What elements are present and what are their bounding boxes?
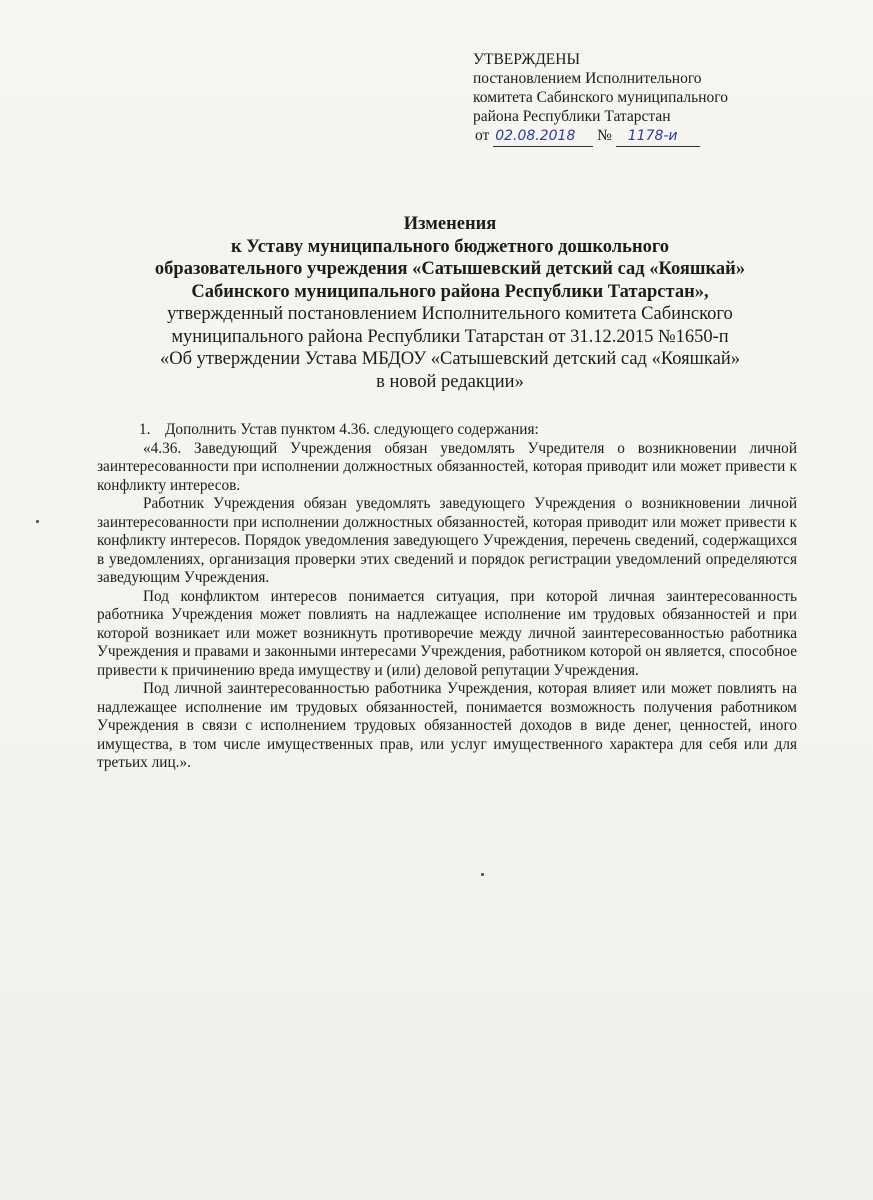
- title-line-3: Сабинского муниципального района Республики Татарстан»,: [191, 281, 709, 302]
- paragraph: «4.36. Заведующий Учреждения обязан уведомлять Учредителя о возникновении личной заинтересованности при исполнении должностных обязанностей, которая приводит или может привести к конфликту интересов.: [97, 439, 797, 494]
- paragraph: Под конфликтом интересов понимается ситуация, при которой личная заинтересованность работника Учреждения может повлиять на надлежащее исполнение им трудовых обязанностей и при которой возникает или может возникнуть противоречие между личной заинтересованностью работника Учреждения и правами и законными интересами Учреждения, работником которой он является, способное привести к причинению вреда имуществу и (или) деловой репутации Учреждения.: [97, 587, 797, 679]
- title-line-6: «Об утверждении Устава МБДОУ «Сатышевский детский сад «Кояшкай»: [160, 349, 740, 369]
- title-heading: Изменения: [403, 214, 497, 234]
- scan-speck: [481, 873, 484, 876]
- document-body: [97, 421, 797, 773]
- approval-line-3: района Республики Татарстан: [473, 108, 671, 125]
- approval-line-1: постановлением Исполнительного: [473, 70, 702, 87]
- scan-speck: [36, 520, 39, 523]
- title-line-5: муниципального района Республики Татарстан от 31.12.2015 №1650-п: [171, 326, 729, 347]
- title-line-1: к Уставу муниципального бюджетного дошкольного: [230, 236, 670, 257]
- title-line-2: образовательного учреждения «Сатышевский детский сад «Кояшкай»: [154, 259, 746, 279]
- paragraph: Под личной заинтересованностью работника Учреждения, которая влияет или может повлиять на надлежащее исполнение им трудовых обязанностей, понимается возможность получения работником Учреждения в связи с исполнением трудовых обязанностей доходов в виде денег, ценностей, иного имущества, в том числе имущественных прав, или услуг имущественного характера для себя или для третьих лиц.».: [97, 680, 797, 771]
- item-text: Дополнить Устав пунктом 4.36. следующего содержания:: [165, 421, 539, 438]
- number-sign: №: [597, 127, 612, 144]
- list-item: [97, 421, 797, 440]
- document-title: [60, 213, 840, 393]
- approval-date-line: [475, 126, 813, 147]
- paragraph: Работник Учреждения обязан уведомлять заведующего Учреждения о возникновении личной заинтересованности при исполнении должностных обязанностей, которая приводит или может привести к конфликту интересов. Порядок уведомления заведующего Учреждения, перечень сведений, содержащихся в уведомлениях, организация проверки этих сведений и порядок регистрации уведомлений определяются заведующим Учреждения.: [97, 495, 797, 586]
- handwritten-number: 1178-и: [616, 127, 700, 147]
- item-number: 1.: [139, 421, 151, 438]
- title-line-7: в новой редакции»: [376, 371, 524, 392]
- title-line-4: утвержденный постановлением Исполнительного комитета Сабинского: [167, 304, 733, 324]
- approval-line-2: комитета Сабинского муниципального: [473, 89, 728, 106]
- date-prefix: от: [475, 127, 490, 144]
- approval-block: [473, 50, 813, 147]
- approval-heading: УТВЕРЖДЕНЫ: [473, 51, 580, 68]
- handwritten-date: 02.08.2018: [493, 127, 593, 147]
